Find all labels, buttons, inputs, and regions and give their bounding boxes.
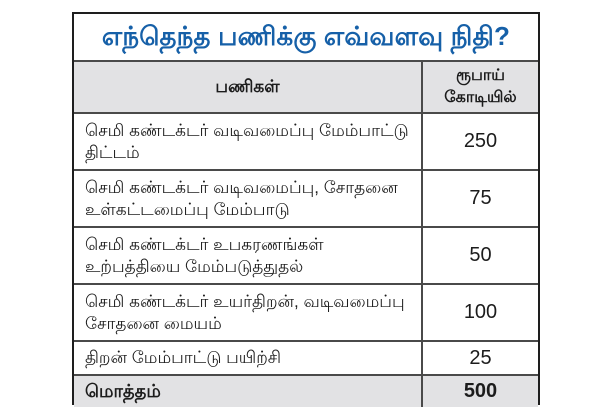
table-title-row xyxy=(74,14,538,62)
task-cell: செமி கண்டக்டர் வடிவமைப்பு மேம்பாட்டு திட்டம் xyxy=(85,120,409,162)
table-row xyxy=(74,171,538,228)
table-row xyxy=(74,114,538,171)
task-cell: செமி கண்டக்டர் உயர்திறன், வடிவமைப்பு சோதனை மையம் xyxy=(85,291,405,333)
table-row xyxy=(74,342,538,376)
column-header-tasks: பணிகள் xyxy=(215,77,280,97)
column-header-amount xyxy=(421,62,538,112)
amount-cell: 75 xyxy=(421,171,538,226)
total-amount: 500 xyxy=(421,376,538,407)
task-cell: செமி கண்டக்டர் உபகரணங்கள் உற்பத்தியை மேம்படுத்துதல் xyxy=(85,234,324,276)
table-row xyxy=(74,228,538,285)
column-header-amount-line1: ரூபாய் xyxy=(456,67,505,85)
task-cell: திறன் மேம்பாட்டு பயிற்சி xyxy=(85,348,282,368)
table-row xyxy=(74,285,538,342)
task-cell: செமி கண்டக்டர் வடிவமைப்பு, சோதனை உள்கட்டமைப்பு மேம்பாடு xyxy=(85,177,398,219)
amount-cell: 25 xyxy=(421,342,538,374)
funding-table xyxy=(72,12,540,405)
table-total-row xyxy=(74,376,538,407)
amount-cell: 100 xyxy=(421,285,538,340)
table-title: எந்தெந்த பணிக்கு எவ்வளவு நிதி? xyxy=(101,21,511,51)
amount-cell: 50 xyxy=(421,228,538,283)
total-label: மொத்தம் xyxy=(85,381,161,401)
amount-cell: 250 xyxy=(421,114,538,169)
table-header-row xyxy=(74,62,538,114)
column-header-amount-line2: கோடியில் xyxy=(444,89,517,106)
